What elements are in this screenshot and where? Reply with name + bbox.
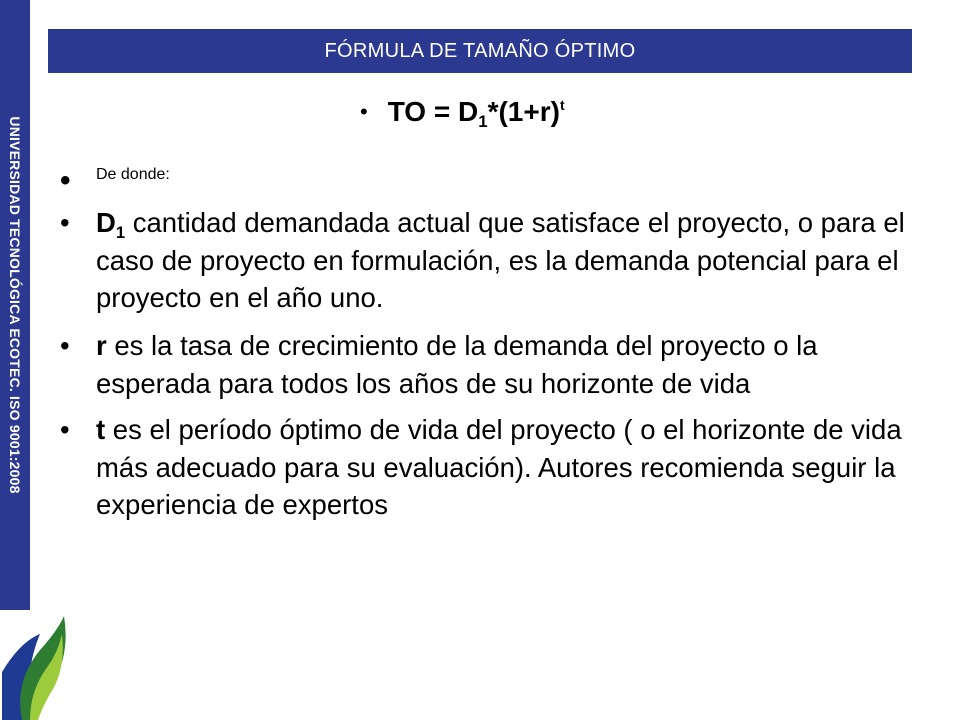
formula-superscript: t — [559, 96, 565, 113]
bullet: • — [60, 164, 71, 197]
slide-title: FÓRMULA DE TAMAÑO ÓPTIMO — [324, 39, 636, 62]
side-label: UNIVERSIDAD TECNOLÓGICA ECOTEC. ISO 9001:2008 — [7, 116, 23, 494]
definition-term: $D_1$ — [96, 207, 126, 242]
formula-subscript: 1 — [478, 111, 488, 131]
de-donde-text: De donde: — [96, 166, 170, 183]
definition-term: t — [96, 414, 106, 445]
bullet: • — [60, 330, 70, 361]
definition-item-r — [60, 327, 910, 402]
bullet: • — [60, 414, 70, 445]
bullet: • — [360, 99, 368, 124]
university-logo — [0, 612, 72, 720]
definition-item-d1 — [60, 204, 910, 317]
title-bar — [48, 29, 912, 73]
de-donde-line — [60, 158, 170, 197]
definition-item-t — [60, 411, 910, 524]
formula-line — [360, 96, 565, 131]
definition-term: r — [96, 330, 107, 361]
definition-text: t es el período óptimo de vida del proyecto ( o el horizonte de vida más adecuado para su evaluación). Autores recomienda seguir la experiencia de expertos — [96, 414, 902, 520]
formula-prefix: TO = D — [387, 96, 479, 127]
definition-text: r es la tasa de crecimiento de la demanda del proyecto o la esperada para todos los años de su horizonte de vida — [96, 330, 818, 399]
formula-middle: *(1+r) — [487, 96, 560, 127]
formula — [387, 96, 565, 131]
definition-text: $D_1$ cantidad demandada actual que satisface el proyecto, o para el caso de proyecto en formulación, es la demanda potencial para el proyecto en el año uno. — [96, 207, 905, 313]
bullet: • — [60, 207, 70, 238]
side-bar — [0, 0, 30, 610]
